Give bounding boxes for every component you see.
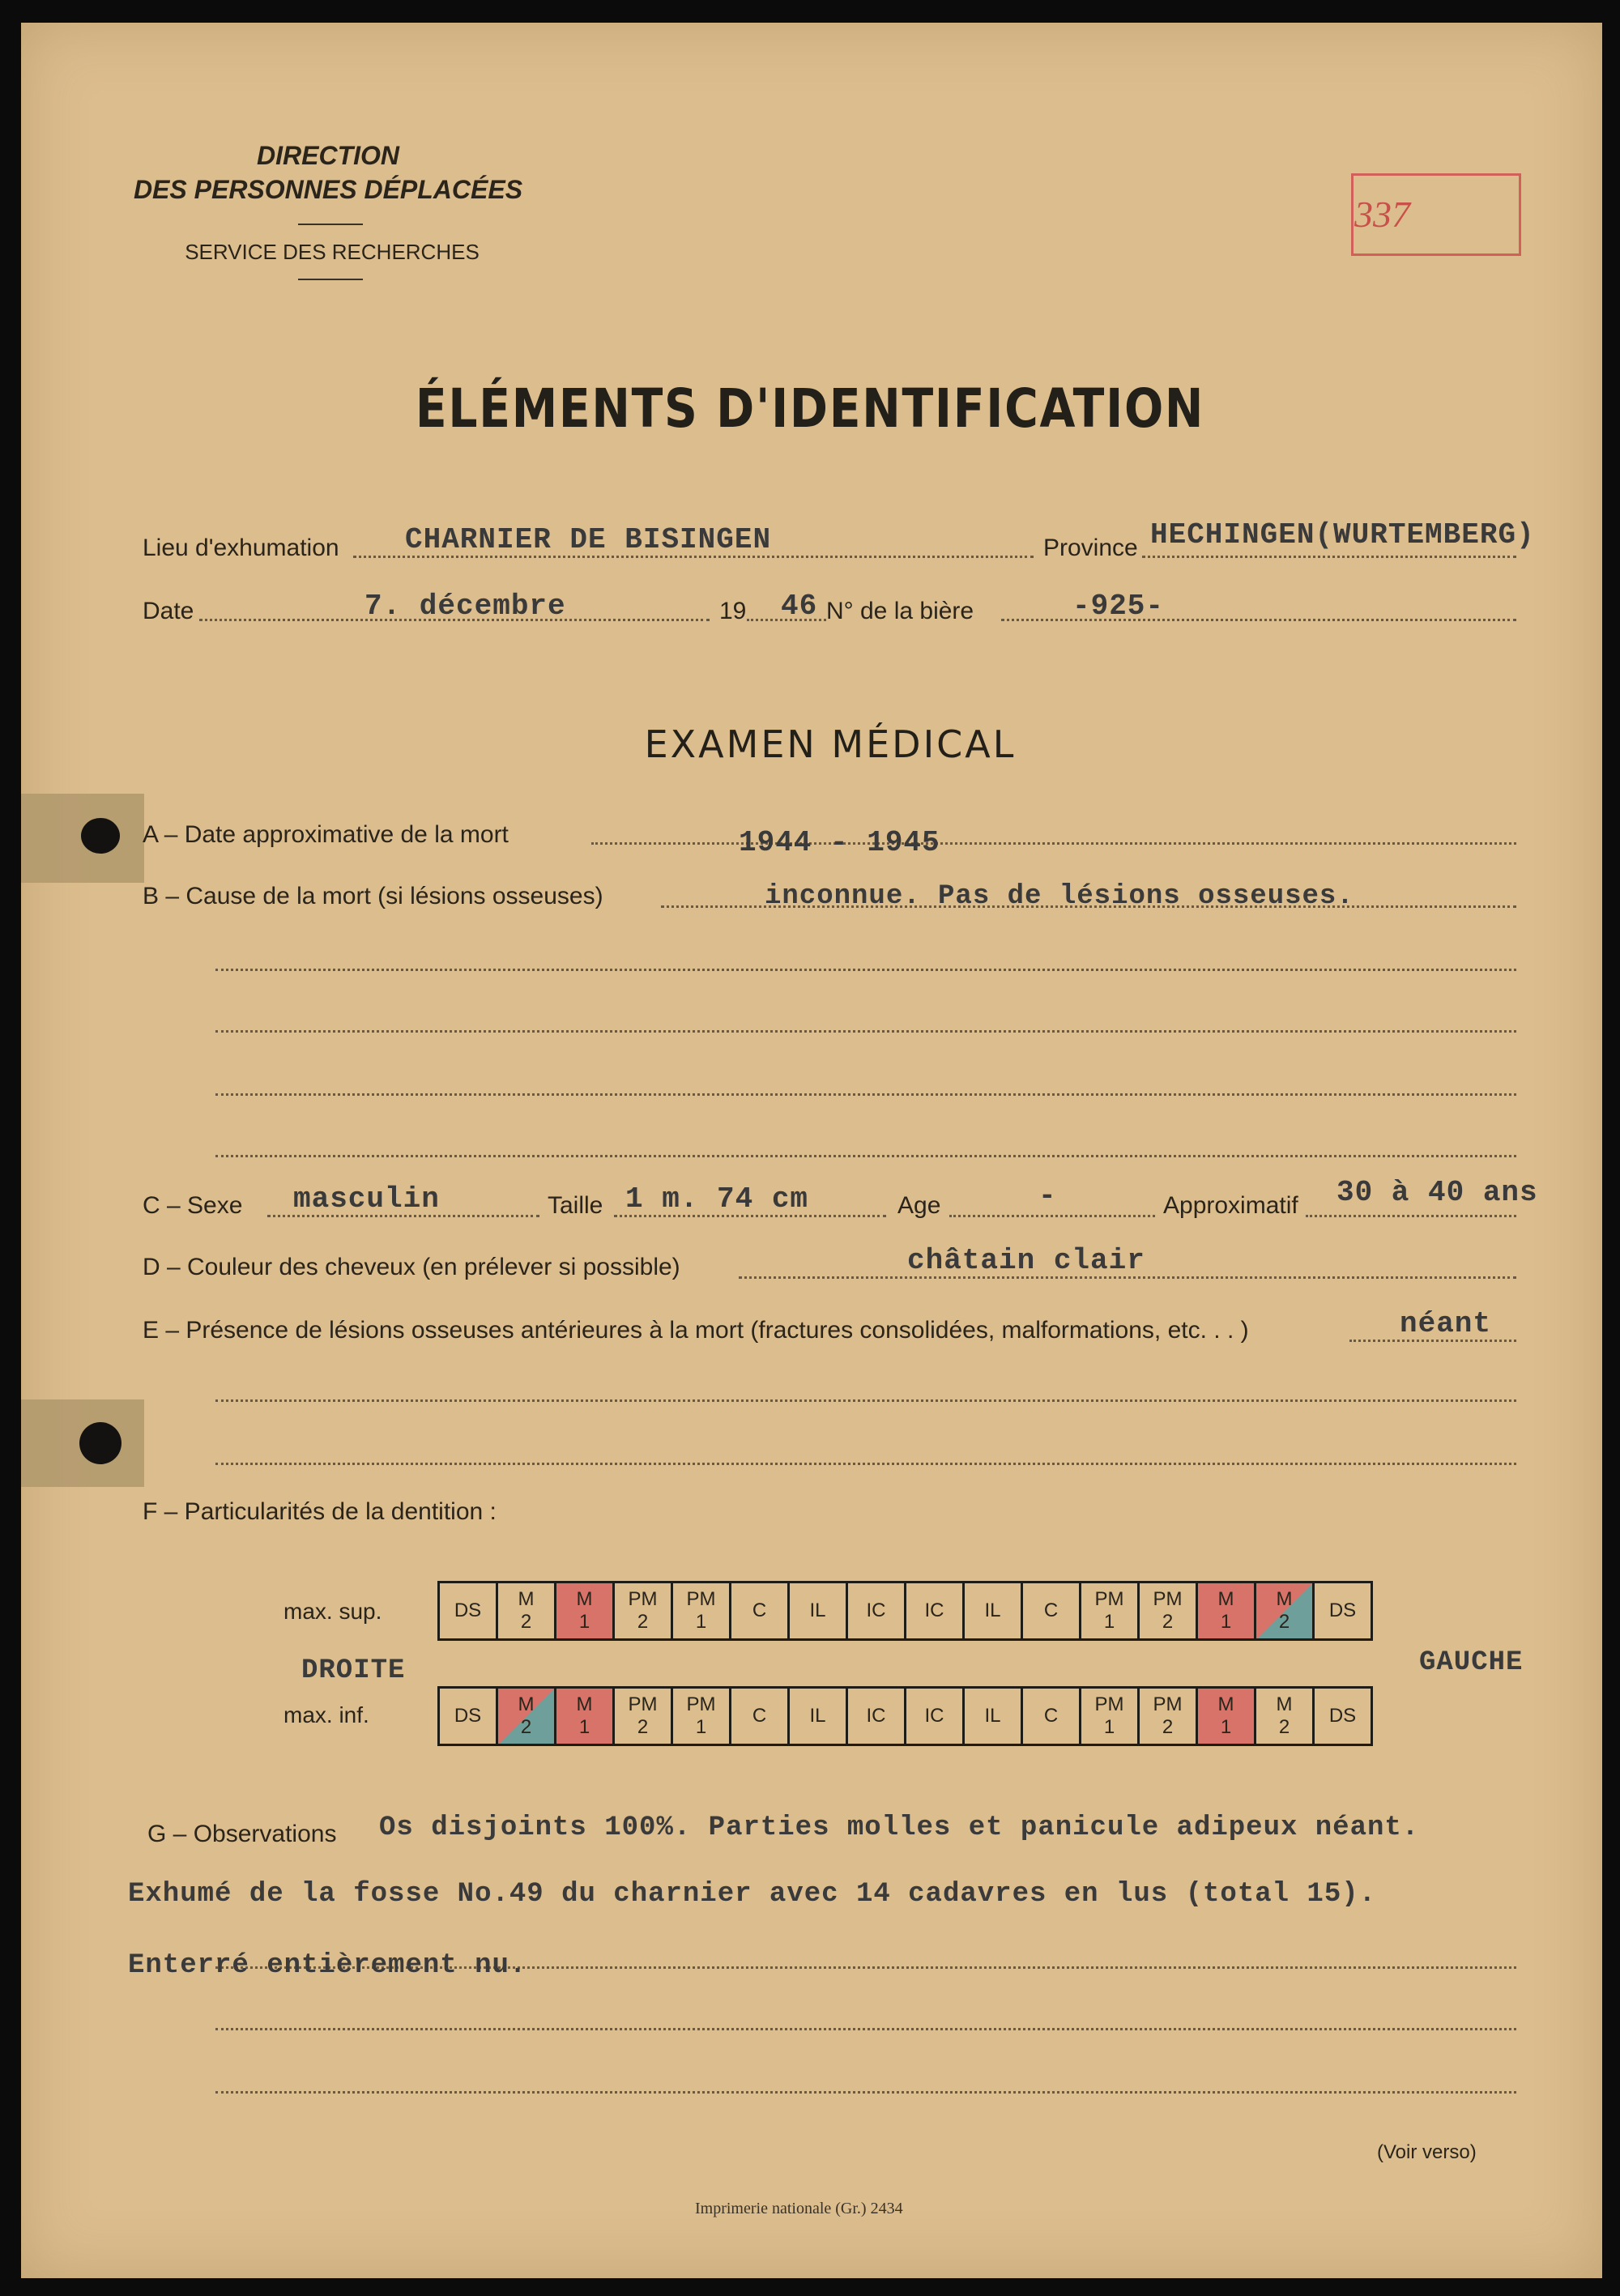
- b-blank-line-2: [215, 1030, 1516, 1033]
- tooth-number: 2: [520, 1716, 532, 1738]
- tooth-code: DS: [454, 1600, 482, 1621]
- approx-label: Approximatif: [1163, 1192, 1298, 1219]
- droite-label: DROITE: [301, 1655, 406, 1686]
- a-dotted-line: [591, 842, 1516, 845]
- age-label: Age: [897, 1192, 941, 1219]
- taille-value: 1 m. 74 cm: [625, 1182, 809, 1216]
- b-value: inconnue. Pas de lésions osseuses.: [765, 881, 1354, 912]
- tooth-number: 1: [1220, 1716, 1232, 1738]
- tooth-lower-3: [614, 1688, 672, 1745]
- stamp-number: 337: [1354, 194, 1410, 235]
- tooth-number: 2: [637, 1716, 649, 1738]
- tooth-code: C: [1043, 1705, 1059, 1727]
- tooth-upper-15: [1314, 1582, 1372, 1640]
- taille-label: Taille: [548, 1192, 603, 1219]
- tooth-upper-3: [614, 1582, 672, 1640]
- tooth-code: DS: [1328, 1705, 1357, 1727]
- tooth-code: DS: [454, 1705, 482, 1727]
- c-sexe-label: C – Sexe: [143, 1192, 243, 1219]
- tooth-code: PM: [628, 1693, 658, 1715]
- sexe-value: masculin: [293, 1182, 440, 1216]
- tooth-code: PM: [686, 1693, 716, 1715]
- tooth-lower-10: [1022, 1688, 1081, 1745]
- tooth-code: IC: [866, 1600, 886, 1621]
- tooth-lower-6: [789, 1688, 847, 1745]
- tooth-upper-4: [672, 1582, 731, 1640]
- tooth-lower-11: [1081, 1688, 1139, 1745]
- d-label: D – Couleur des cheveux (en prélever si possible): [143, 1254, 680, 1280]
- tooth-lower-5: [731, 1688, 789, 1745]
- tooth-number: 1: [1103, 1716, 1115, 1738]
- examen-medical-title: EXAMEN MÉDICAL: [644, 722, 1017, 766]
- observations-blank-line-1: [215, 2028, 1516, 2030]
- tooth-code: PM: [1153, 1693, 1183, 1715]
- g-label: G – Observations: [147, 1821, 337, 1847]
- age-dotted-line: [949, 1215, 1155, 1217]
- biere-value: -925-: [1072, 590, 1165, 623]
- e-value: néant: [1400, 1307, 1492, 1340]
- tooth-upper-14: [1256, 1582, 1314, 1640]
- tooth-code: M: [518, 1693, 535, 1715]
- tooth-number: 2: [1162, 1611, 1174, 1633]
- tooth-number: 2: [1278, 1611, 1290, 1633]
- lieu-value: CHARNIER DE BISINGEN: [405, 523, 772, 556]
- tooth-lower-1: [497, 1688, 556, 1745]
- tooth-lower-14: [1256, 1688, 1314, 1745]
- punch-hole-top: [81, 818, 120, 854]
- e-blank-line-2: [215, 1463, 1516, 1465]
- a-value: 1944 - 1945: [739, 826, 940, 859]
- tooth-lower-2: [556, 1688, 614, 1745]
- tooth-code: M: [1217, 1693, 1234, 1715]
- year-value: 46: [781, 590, 818, 623]
- b-blank-line-4: [215, 1155, 1516, 1157]
- tooth-upper-5: [731, 1582, 789, 1640]
- tooth-code: C: [1043, 1600, 1059, 1621]
- header-rule-2: [298, 279, 363, 280]
- b-label: B – Cause de la mort (si lésions osseuses): [143, 883, 603, 909]
- imprint: Imprimerie nationale (Gr.) 2434: [695, 2200, 903, 2217]
- tooth-code: IC: [924, 1705, 944, 1727]
- tooth-number: 2: [520, 1611, 532, 1633]
- max-inf-label: max. inf.: [284, 1702, 369, 1727]
- tooth-code: C: [752, 1600, 767, 1621]
- tooth-code: M: [1276, 1693, 1293, 1715]
- tooth-upper-12: [1139, 1582, 1197, 1640]
- tooth-number: 2: [1278, 1716, 1290, 1738]
- tooth-upper-11: [1081, 1582, 1139, 1640]
- tooth-code: PM: [1094, 1693, 1124, 1715]
- tooth-lower-7: [847, 1688, 906, 1745]
- approx-value: 30 à 40 ans: [1336, 1176, 1538, 1209]
- observations-line-2: Exhumé de la fosse No.49 du charnier avec 14 cadavres en lus (total 15).: [128, 1879, 1377, 1910]
- b-blank-line-3: [215, 1093, 1516, 1096]
- e-blank-line-1: [215, 1399, 1516, 1402]
- f-label: F – Particularités de la dentition :: [143, 1498, 497, 1525]
- dentition-upper-chart: [437, 1581, 1373, 1641]
- header-rule-1: [298, 224, 363, 225]
- tooth-code: M: [1217, 1588, 1234, 1610]
- biere-label: N° de la bière: [826, 598, 974, 624]
- tooth-number: 2: [1162, 1716, 1174, 1738]
- tooth-upper-10: [1022, 1582, 1081, 1640]
- observations-line-1: Os disjoints 100%. Parties molles et panicule adipeux néant.: [379, 1813, 1420, 1843]
- lieu-label: Lieu d'exhumation: [143, 535, 339, 561]
- tooth-upper-9: [964, 1582, 1022, 1640]
- e-label: E – Présence de lésions osseuses antérieures à la mort (fractures consolidées, malformations, etc. . . ): [143, 1317, 1249, 1344]
- tooth-number: 1: [695, 1716, 707, 1738]
- observations-line-3: Enterré entièrement nu.: [128, 1950, 527, 1981]
- province-label: Province: [1043, 535, 1138, 561]
- tooth-code: PM: [686, 1588, 716, 1610]
- tooth-code: PM: [628, 1588, 658, 1610]
- tooth-code: IL: [984, 1600, 1001, 1621]
- tooth-lower-8: [906, 1688, 964, 1745]
- province-value: HECHINGEN(WURTEMBERG): [1150, 518, 1535, 552]
- tooth-upper-8: [906, 1582, 964, 1640]
- form-title: ÉLÉMENTS D'IDENTIFICATION: [415, 377, 1205, 440]
- approx-dotted-line: [1306, 1215, 1516, 1217]
- tooth-number: 1: [1220, 1611, 1232, 1633]
- date-label: Date: [143, 598, 194, 624]
- tooth-upper-13: [1197, 1582, 1256, 1640]
- date-value: 7. décembre: [364, 590, 566, 623]
- tooth-code: M: [576, 1588, 593, 1610]
- d-value: châtain clair: [907, 1244, 1145, 1277]
- observations-blank-line-2: [215, 2091, 1516, 2094]
- header-personnes-deplacees: DES PERSONNES DÉPLACÉES: [133, 175, 523, 204]
- gauche-label: GAUCHE: [1419, 1647, 1524, 1678]
- tooth-code: M: [518, 1588, 535, 1610]
- tooth-code: DS: [1328, 1600, 1357, 1621]
- voir-verso: (Voir verso): [1377, 2141, 1477, 2163]
- tooth-lower-12: [1139, 1688, 1197, 1745]
- b-blank-line-1: [215, 969, 1516, 971]
- tooth-code: M: [576, 1693, 593, 1715]
- tooth-lower-0: [439, 1688, 497, 1745]
- age-value: -: [1038, 1179, 1057, 1212]
- tooth-code: IL: [809, 1705, 826, 1727]
- tooth-lower-9: [964, 1688, 1022, 1745]
- tooth-upper-2: [556, 1582, 614, 1640]
- tooth-code: PM: [1153, 1588, 1183, 1610]
- tooth-number: 1: [1103, 1611, 1115, 1633]
- tooth-number: 1: [578, 1611, 590, 1633]
- tooth-upper-6: [789, 1582, 847, 1640]
- year-prefix: 19: [719, 598, 747, 624]
- header-service: SERVICE DES RECHERCHES: [185, 240, 480, 264]
- tooth-lower-4: [672, 1688, 731, 1745]
- tooth-lower-13: [1197, 1688, 1256, 1745]
- tooth-code: IL: [809, 1600, 826, 1621]
- tooth-code: IC: [924, 1600, 944, 1621]
- tooth-code: C: [752, 1705, 767, 1727]
- dentition-lower-chart: [437, 1686, 1373, 1746]
- tooth-code: PM: [1094, 1588, 1124, 1610]
- tooth-upper-0: [439, 1582, 497, 1640]
- tooth-number: 1: [578, 1716, 590, 1738]
- tooth-upper-7: [847, 1582, 906, 1640]
- max-sup-label: max. sup.: [284, 1599, 382, 1624]
- tooth-lower-15: [1314, 1688, 1372, 1745]
- tooth-code: IC: [866, 1705, 886, 1727]
- punch-hole-bottom: [79, 1422, 122, 1464]
- tooth-upper-1: [497, 1582, 556, 1640]
- form-sheet: [21, 23, 1602, 2278]
- tooth-number: 1: [695, 1611, 707, 1633]
- header-direction: DIRECTION: [257, 141, 399, 170]
- a-label: A – Date approximative de la mort: [143, 821, 509, 848]
- tooth-number: 2: [637, 1611, 649, 1633]
- tooth-code: M: [1276, 1588, 1293, 1610]
- province-dotted-line: [1142, 556, 1516, 558]
- tooth-code: IL: [984, 1705, 1001, 1727]
